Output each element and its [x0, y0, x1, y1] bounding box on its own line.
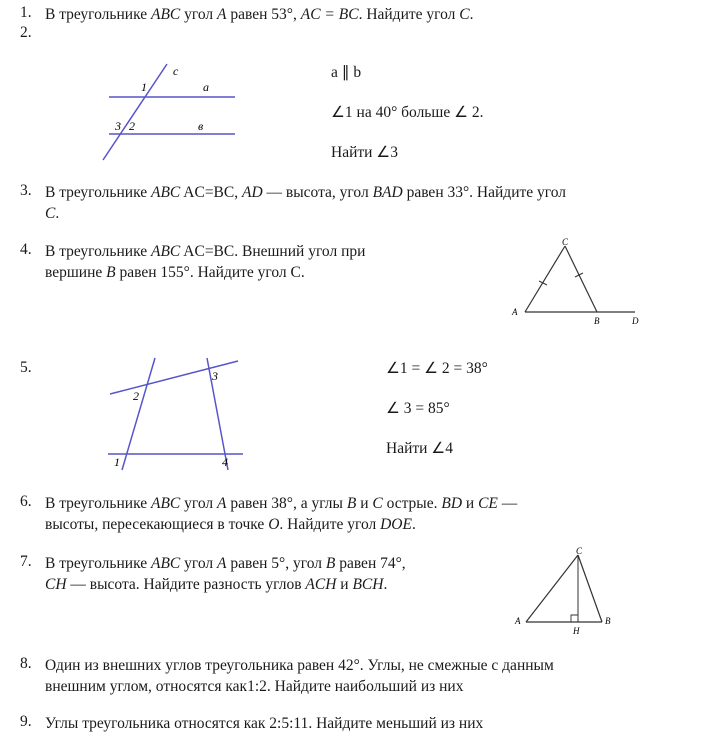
problem-7-figure [510, 545, 620, 640]
problem-6-number: 6. [20, 493, 32, 510]
p2-label-b: в [198, 119, 204, 133]
p7-label-C: C [576, 546, 583, 556]
problem-8-number: 8. [20, 655, 32, 672]
p2-find: Найти ∠3 [331, 144, 398, 161]
p2-label-c: c [173, 64, 179, 78]
problem-7-number: 7. [20, 553, 32, 570]
p5-angle-3: ∠ 3 = 85° [386, 400, 450, 417]
p2-label-a: a [203, 80, 209, 94]
p7-label-H: H [573, 626, 580, 636]
p2-parallel: a ∥ b [331, 64, 362, 81]
p7-label-B: B [605, 616, 611, 626]
problem-4-text: В треугольнике ABC AC=BC. Внешний угол при вершине B равен 155°. Найдите угол С. [45, 243, 366, 281]
p2-label-1: 1 [141, 80, 147, 94]
p5-label-2: 2 [133, 389, 139, 403]
problem-7-text: В треугольнике ABC угол A равен 5°, угол B равен 74°, CH — высота. Найдите разность углов ACH и BCH. [45, 555, 406, 593]
p5-label-4: 4 [222, 455, 228, 469]
problem-2-number: 2. [20, 24, 32, 41]
p4-label-B: B [594, 316, 600, 326]
problem-4-figure [505, 235, 655, 330]
problem-6-text: В треугольнике ABC угол A равен 38°, а углы B и C острые. BD и CE — высоты, пересекающиеся в точке O. Найдите угол DOE. [45, 495, 518, 533]
problem-3-number: 3. [20, 182, 32, 199]
p2-condition: ∠1 на 40° больше ∠ 2. [331, 104, 484, 121]
p5-label-1: 1 [114, 455, 120, 469]
p4-label-D: D [632, 316, 639, 326]
problem-9-text: Углы треугольника относятся как 2:5:11. Найдите меньший из них [45, 715, 484, 732]
problem-8-text: Один из внешних углов треугольника равен 42°. Углы, не смежные с данным внешним углом, относятся как1:2. Найдите наибольший из них [45, 657, 554, 695]
p4-label-C: C [562, 237, 569, 247]
p2-label-2: 2 [129, 119, 135, 133]
p4-label-A: A [512, 307, 518, 317]
problem-9-number: 9. [20, 713, 32, 730]
problem-5-number: 5. [20, 359, 32, 376]
p7-label-A: A [515, 616, 521, 626]
p5-find: Найти ∠4 [386, 440, 453, 457]
problem-2-figure [95, 60, 245, 165]
problem-3-text: В треугольнике ABC AC=BC, AD — высота, угол BAD равен 33°. Найдите угол C. [45, 184, 567, 222]
problem-1-number: 1. [20, 4, 32, 21]
p2-label-3: 3 [115, 119, 121, 133]
problem-5-figure [100, 350, 250, 475]
p5-equal-angles: ∠1 = ∠ 2 = 38° [386, 360, 488, 377]
problem-1-text: В треугольнике ABC угол A равен 53°, AC = BC. Найдите угол C. [45, 6, 474, 23]
problem-4-number: 4. [20, 241, 32, 258]
p5-label-3: 3 [212, 369, 218, 383]
